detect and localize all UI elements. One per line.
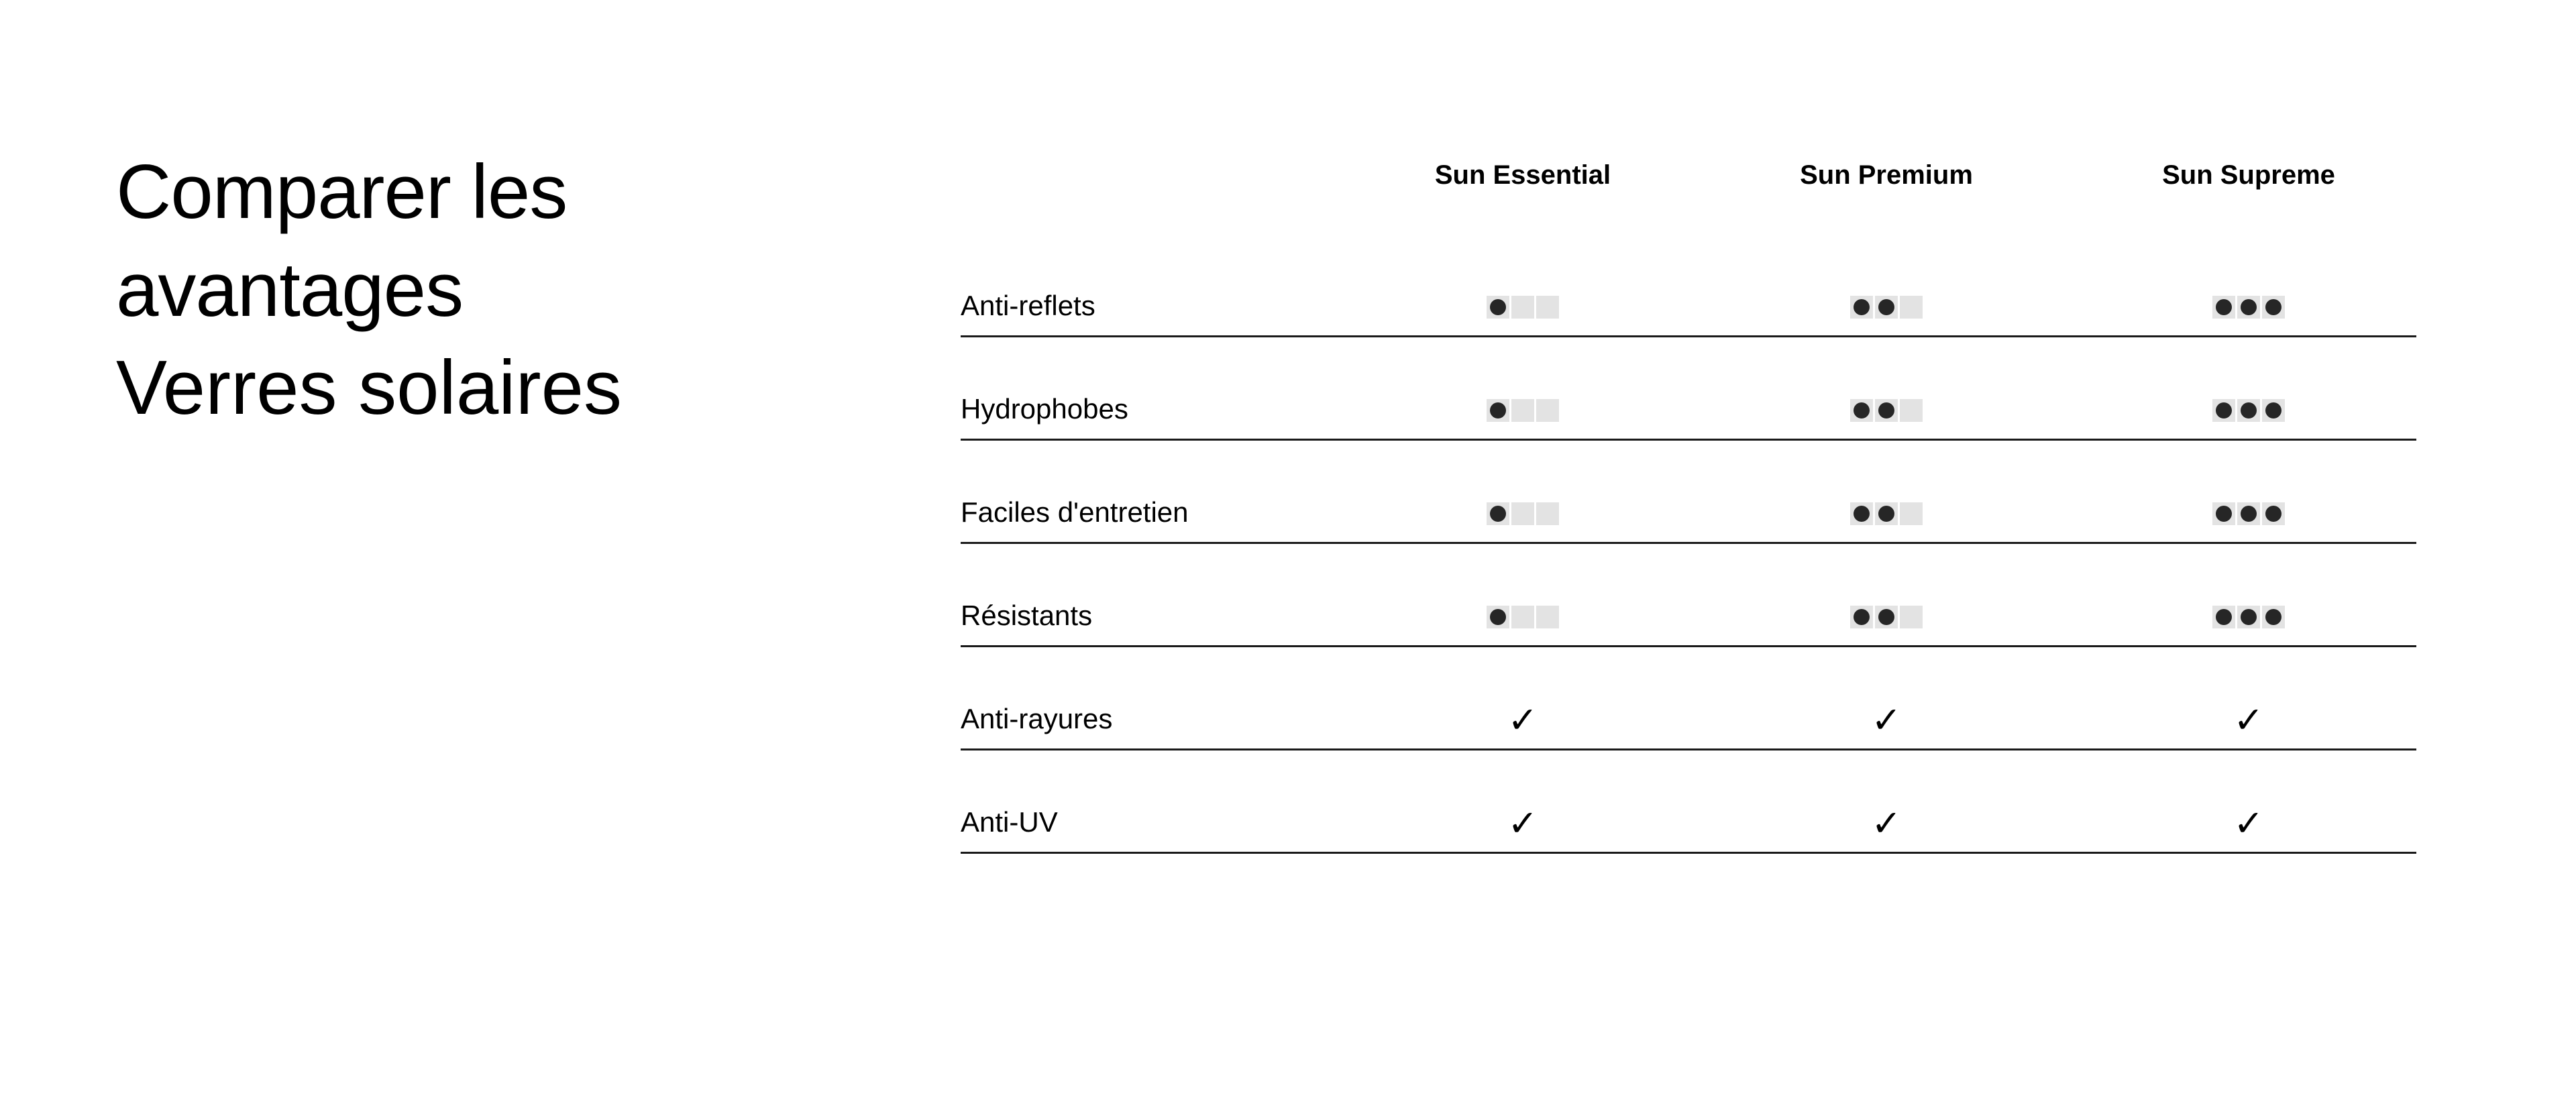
dot-filled-icon — [2262, 606, 2285, 628]
table-row — [961, 648, 2416, 750]
dot-empty-icon — [1900, 502, 1923, 525]
cell-sun-essential — [1342, 699, 1704, 741]
rating-indicator — [2212, 296, 2285, 319]
dot-filled-icon — [2212, 296, 2235, 319]
dot-filled-icon — [2212, 502, 2235, 525]
dot-filled-icon — [1487, 399, 1509, 422]
page-title-line-1: Comparer les — [116, 150, 568, 235]
column-header-sun-premium: Sun Premium — [1800, 160, 1973, 190]
rating-indicator — [1850, 606, 1923, 628]
cell-sun-essential — [1342, 397, 1704, 424]
page-title-line-2: avantages — [116, 247, 464, 333]
table-row — [961, 235, 2416, 337]
dot-empty-icon — [1536, 296, 1559, 319]
dot-filled-icon — [2262, 399, 2285, 422]
cell-sun-supreme — [2068, 294, 2430, 321]
checkmark-icon: ✓ — [2233, 699, 2264, 741]
dot-filled-icon — [1850, 606, 1873, 628]
page-subtitle: Verres solaires — [116, 345, 622, 431]
column-header-sun-essential: Sun Essential — [1434, 160, 1611, 190]
dot-filled-icon — [1487, 606, 1509, 628]
dot-filled-icon — [2262, 502, 2285, 525]
cell-sun-premium — [1705, 604, 2068, 630]
dot-filled-icon — [2212, 606, 2235, 628]
cell-sun-premium — [1705, 294, 2068, 321]
cell-sun-premium — [1705, 802, 2068, 844]
rating-indicator — [1850, 502, 1923, 525]
dot-empty-icon — [1900, 606, 1923, 628]
rating-indicator — [2212, 399, 2285, 422]
table-row — [961, 441, 2416, 544]
table-row — [961, 751, 2416, 854]
checkmark-icon: ✓ — [1507, 802, 1538, 844]
dot-empty-icon — [1536, 502, 1559, 525]
rating-indicator — [1487, 606, 1559, 628]
rating-indicator — [2212, 606, 2285, 628]
dot-filled-icon — [1850, 296, 1873, 319]
dot-filled-icon — [1875, 606, 1898, 628]
cell-sun-premium — [1705, 397, 2068, 424]
dot-filled-icon — [2212, 399, 2235, 422]
dot-empty-icon — [1511, 296, 1534, 319]
row-label: Anti-rayures — [961, 703, 1113, 734]
dot-empty-icon — [1511, 502, 1534, 525]
cell-sun-supreme — [2068, 802, 2430, 844]
table-row — [961, 338, 2416, 441]
rating-indicator — [1850, 296, 1923, 319]
dot-filled-icon — [2237, 606, 2260, 628]
checkmark-icon: ✓ — [2233, 802, 2264, 844]
dot-filled-icon — [1875, 502, 1898, 525]
cell-sun-essential — [1342, 500, 1704, 527]
cell-sun-supreme — [2068, 500, 2430, 527]
row-label: Hydrophobes — [961, 393, 1128, 425]
table-header-row — [961, 158, 2416, 192]
cell-sun-essential — [1342, 802, 1704, 844]
rating-indicator — [2212, 502, 2285, 525]
dot-empty-icon — [1511, 606, 1534, 628]
rating-indicator — [1487, 502, 1559, 525]
checkmark-icon: ✓ — [1507, 699, 1538, 741]
row-label: Anti-reflets — [961, 290, 1095, 321]
row-label: Anti-UV — [961, 806, 1058, 838]
cell-sun-supreme — [2068, 604, 2430, 630]
cell-sun-supreme — [2068, 397, 2430, 424]
dot-filled-icon — [2237, 502, 2260, 525]
dot-filled-icon — [1487, 296, 1509, 319]
dot-empty-icon — [1900, 296, 1923, 319]
dot-filled-icon — [1875, 399, 1898, 422]
column-header-sun-supreme: Sun Supreme — [2162, 160, 2335, 190]
row-label: Faciles d'entretien — [961, 496, 1189, 528]
dot-empty-icon — [1511, 399, 1534, 422]
title-block — [116, 144, 854, 437]
row-label: Résistants — [961, 600, 1093, 631]
cell-sun-supreme — [2068, 699, 2430, 741]
dot-filled-icon — [1850, 399, 1873, 422]
rating-indicator — [1487, 399, 1559, 422]
dot-empty-icon — [1900, 399, 1923, 422]
table-row — [961, 545, 2416, 647]
checkmark-icon: ✓ — [1871, 802, 1902, 844]
dot-filled-icon — [2237, 296, 2260, 319]
cell-sun-essential — [1342, 294, 1704, 321]
dot-filled-icon — [2237, 399, 2260, 422]
cell-sun-premium — [1705, 699, 2068, 741]
dot-empty-icon — [1536, 606, 1559, 628]
checkmark-icon: ✓ — [1871, 699, 1902, 741]
dot-filled-icon — [1875, 296, 1898, 319]
cell-sun-premium — [1705, 500, 2068, 527]
rating-indicator — [1850, 399, 1923, 422]
rating-indicator — [1487, 296, 1559, 319]
dot-empty-icon — [1536, 399, 1559, 422]
cell-sun-essential — [1342, 604, 1704, 630]
dot-filled-icon — [1850, 502, 1873, 525]
dot-filled-icon — [1487, 502, 1509, 525]
dot-filled-icon — [2262, 296, 2285, 319]
